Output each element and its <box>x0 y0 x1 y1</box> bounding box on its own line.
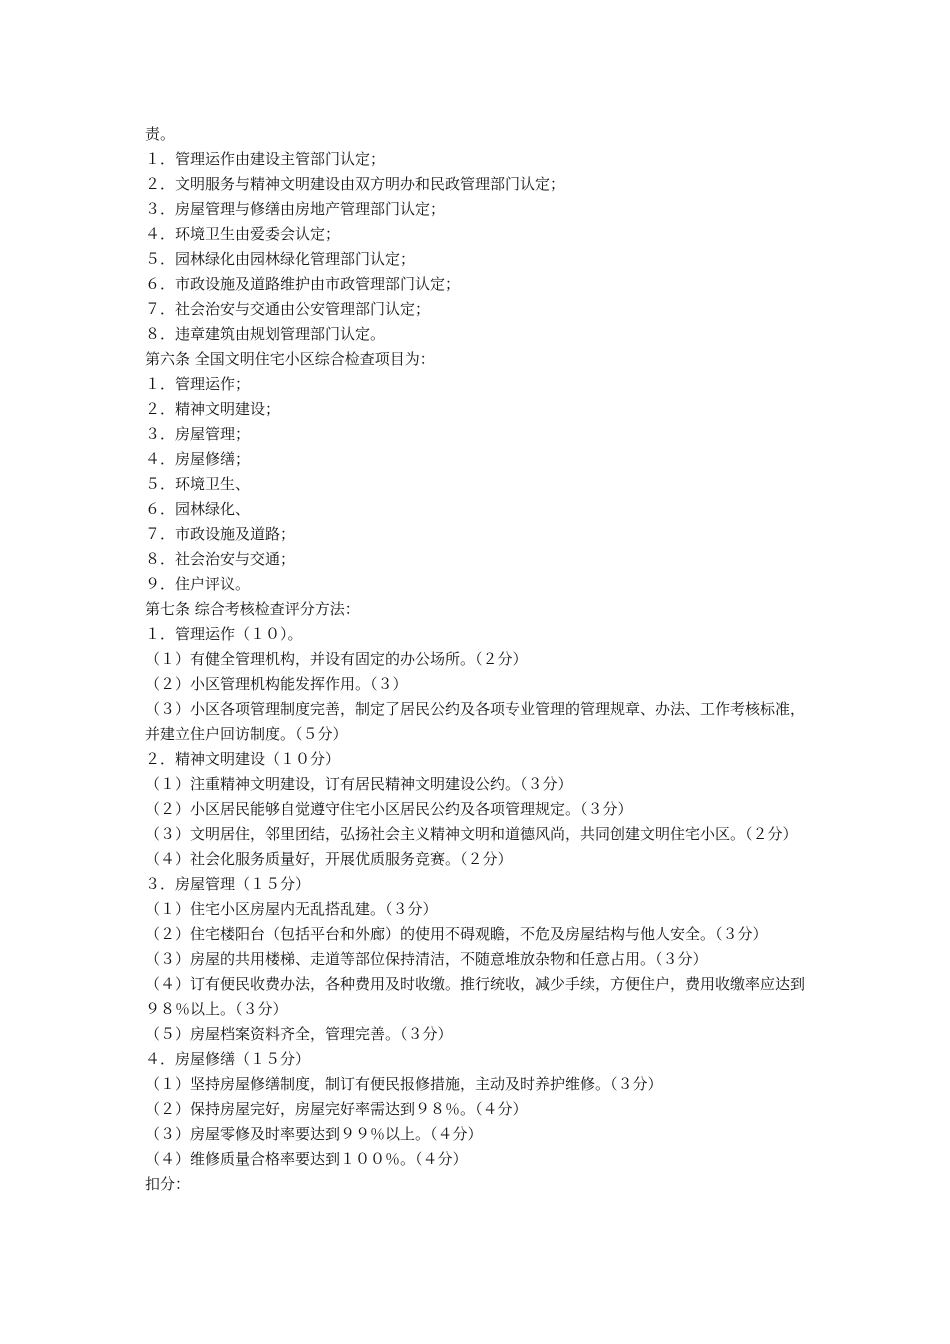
list-item: ６．市政设施及道路维护由市政管理部门认定； <box>145 275 461 293</box>
section-heading: ４．房屋修缮（１５分） <box>145 1050 311 1068</box>
section-heading: ２．精神文明建设（１０分） <box>145 750 341 768</box>
list-item: ５．环境卫生、 <box>145 475 251 493</box>
section-heading: ３．房屋管理（１５分） <box>145 875 311 893</box>
list-item: １．管理运作由建设主管部门认定； <box>145 150 386 168</box>
list-item: ７．社会治安与交通由公安管理部门认定； <box>145 300 431 318</box>
list-item: （２）小区居民能够自觉遵守住宅小区居民公约及各项管理规定。（３分） <box>145 800 633 818</box>
list-item: （１）注重精神文明建设，订有居民精神文明建设公约。（３分） <box>145 775 573 793</box>
list-item: （３）文明居住，邻里团结，弘扬社会主义精神文明和道德风尚，共同创建文明住宅小区。（２分） <box>145 825 798 843</box>
list-item: （１）坚持房屋修缮制度，制订有便民报修措施，主动及时养护维修。（３分） <box>145 1075 663 1093</box>
article-heading: 第六条 全国文明住宅小区综合检查项目为： <box>145 350 435 368</box>
list-item: （１）住宅小区房屋内无乱搭乱建。（３分） <box>145 900 438 918</box>
list-item: （３）小区各项管理制度完善，制定了居民公约及各项专业管理的管理规章、办法、工作考核标准，并建立住户回访制度。（５分） <box>145 700 806 743</box>
list-item: （４）订有便民收费办法，各种费用及时收缴。推行统收，减少手续，方便住户，费用收缴率应达到９８％以上。（３分） <box>145 975 806 1018</box>
list-item: ３．房屋管理与修缮由房地产管理部门认定； <box>145 200 446 218</box>
list-item: ２．精神文明建设； <box>145 400 281 418</box>
article-heading: 第七条 综合考核检查评分方法： <box>145 600 360 618</box>
list-item: （４）维修质量合格率要达到１００％。（４分） <box>145 1150 468 1168</box>
list-item: （３）房屋的共用楼梯、走道等部位保持清洁，不随意堆放杂物和任意占用。（３分） <box>145 950 708 968</box>
list-item: （４）社会化服务质量好，开展优质服务竞赛。（２分） <box>145 850 513 868</box>
list-item: （１）有健全管理机构，并设有固定的办公场所。（２分） <box>145 650 528 668</box>
section-heading: １．管理运作（１０）。 <box>145 625 303 643</box>
list-item: ６．园林绿化、 <box>145 500 251 518</box>
text-line: 扣分： <box>145 1175 191 1193</box>
list-item: ７．市政设施及道路； <box>145 525 296 543</box>
list-item: １．管理运作； <box>145 375 251 393</box>
list-item: ２．文明服务与精神文明建设由双方明办和民政管理部门认定； <box>145 175 566 193</box>
list-item: （２）住宅楼阳台（包括平台和外廊）的使用不碍观瞻，不危及房屋结构与他人安全。（３分） <box>145 925 768 943</box>
list-item: ４．房屋修缮； <box>145 450 251 468</box>
list-item: ５．园林绿化由园林绿化管理部门认定； <box>145 250 416 268</box>
text-line: 责。 <box>145 125 176 143</box>
document-body <box>145 122 810 1197</box>
list-item: ８．社会治安与交通； <box>145 550 296 568</box>
list-item: （２）保持房屋完好，房屋完好率需达到９８％。（４分） <box>145 1100 528 1118</box>
list-item: ３．房屋管理； <box>145 425 251 443</box>
list-item: （５）房屋档案资料齐全，管理完善。（３分） <box>145 1025 453 1043</box>
list-item: ４．环境卫生由爱委会认定； <box>145 225 341 243</box>
list-item: （３）房屋零修及时率要达到９９％以上。（４分） <box>145 1125 483 1143</box>
list-item: ８．违章建筑由规划管理部门认定。 <box>145 325 386 343</box>
list-item: （２）小区管理机构能发挥作用。（３） <box>145 675 408 693</box>
list-item: ９．住户评议。 <box>145 575 251 593</box>
